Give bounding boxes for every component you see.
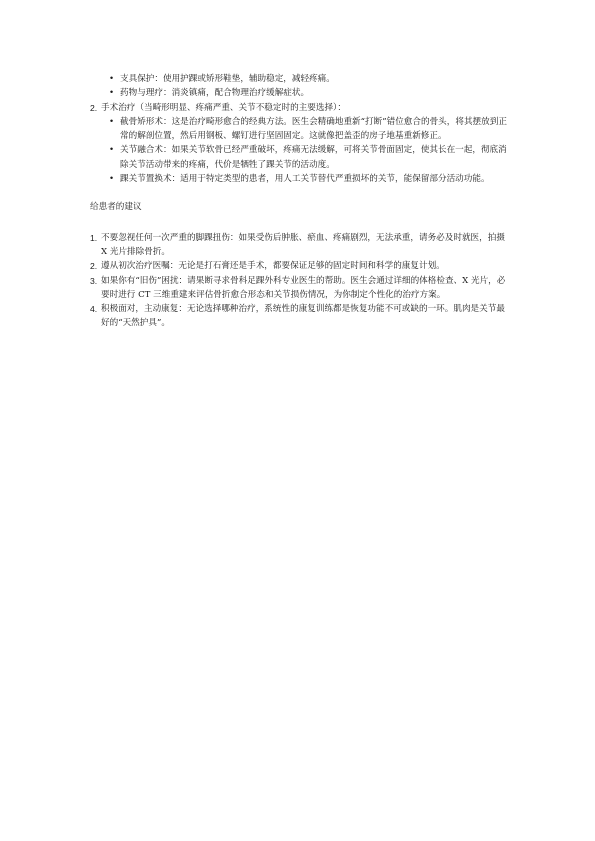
bullet-dot: • <box>109 74 115 84</box>
section-title: 手术治疗（当畸形明显、疼痛严重、关节不稳定时的主要选择）： <box>101 102 346 113</box>
bullet-item-brace <box>90 72 507 86</box>
advice-number: 3. <box>90 275 98 286</box>
advice-text: 不要忽视任何一次严重的脚踝扭伤：如果受伤后肿胀、瘀血、疼痛剧烈，无法承重，请务必及时就医，拍摄 X 光片排除骨折。 <box>101 232 505 257</box>
advice-item-4 <box>90 302 507 331</box>
bullet-text: 截骨矫形术：这是治疗畸形愈合的经典方法。医生会精确地重新“打断”错位愈合的骨头，将其摆放到正常的解剖位置，然后用钢板、螺钉进行坚固固定。这就像把盖歪的房子地基重新修正。 <box>120 116 507 142</box>
advice-text: 积极面对，主动康复：无论选择哪种治疗，系统性的康复训练都是恢复功能不可或缺的一环。肌肉是关节最好的“天然护具”。 <box>101 304 505 329</box>
bullet-dot: • <box>109 116 115 127</box>
bullet-dot: • <box>109 174 115 185</box>
advice-heading: 给患者的建议 <box>90 202 142 213</box>
bullet-item-fusion <box>90 143 507 172</box>
advice-text: 遵从初次治疗医嘱：无论是打石膏还是手术，都要保证足够的固定时间和科学的康复计划。 <box>101 261 445 272</box>
advice-number: 2. <box>90 261 98 272</box>
bullet-item-medication <box>90 86 507 100</box>
bullet-text: 药物与理疗：消炎镇痛，配合物理治疗缓解症状。 <box>120 88 310 99</box>
advice-number: 1. <box>90 232 98 243</box>
advice-item-1 <box>90 231 507 260</box>
document-content <box>90 72 507 331</box>
bullet-item-replacement <box>90 172 507 186</box>
advice-number: 4. <box>90 304 98 315</box>
bullet-dot: • <box>109 145 115 156</box>
bullet-text: 关节融合术：如果关节软骨已经严重破坏，疼痛无法缓解，可将关节骨面固定，使其长在一起，彻底消除关节活动带来的疼痛，代价是牺牲了踝关节的活动度。 <box>120 145 507 170</box>
bullet-dot: • <box>109 88 115 99</box>
bullet-item-osteotomy <box>90 115 507 144</box>
advice-text: 如果你有“旧伤”困扰：请果断寻求骨科足踝外科专业医生的帮助。医生会通过详细的体格检查、X 光片，必要时进行 CT 三维重建来评估骨折愈合形态和关节损伤情况，为你制定个性化的治疗方案。 <box>101 275 506 300</box>
section-number: 2. <box>90 102 98 113</box>
bullet-text: 支具保护：使用护踝或矫形鞋垫，辅助稳定，减轻疼痛。 <box>120 74 335 84</box>
bullet-text: 踝关节置换术：适用于特定类型的患者，用人工关节替代严重损坏的关节，能保留部分活动功能。 <box>120 174 490 185</box>
advice-item-2 <box>90 259 507 273</box>
advice-item-3 <box>90 274 507 303</box>
section-surgery-heading <box>90 101 507 115</box>
